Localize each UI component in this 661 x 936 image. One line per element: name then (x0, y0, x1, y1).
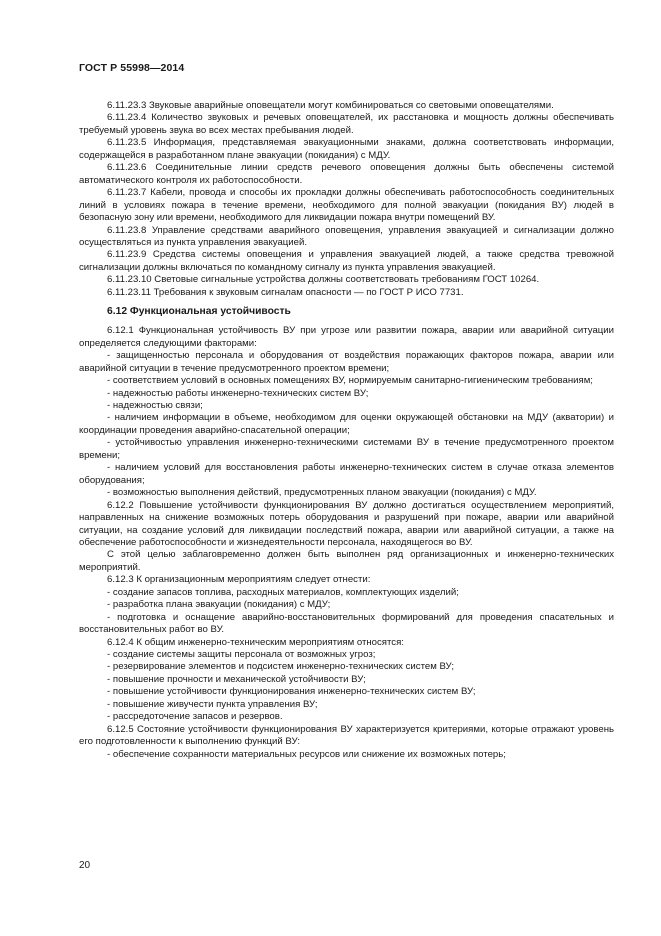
list-item: - повышение живучести пункта управления ВУ; (79, 699, 614, 711)
paragraph-6-11-23-9: 6.11.23.9 Средства системы оповещения и управления эвакуацией людей, а также средства тревожной сигнализации должны включаться по командному сигналу из пункта управления эвакуацией. (79, 249, 614, 273)
list-item: - создание системы защиты персонала от возможных угроз; (79, 649, 614, 661)
section-title: 6.12 Функциональная устойчивость (107, 306, 291, 318)
list-item: - разработка плана эвакуации (покидания) с МДУ; (79, 599, 614, 611)
list-item: - наличием информации в объеме, необходимом для оценки окружающей обстановки на МДУ (акватории) и координации проведения аварийно-спасательной операции; (79, 412, 614, 437)
paragraph-6-11-23-7: 6.11.23.7 Кабели, провода и способы их прокладки должны обеспечивать работоспособность соединительных линий в условиях пожара в течение времени, необходимого для полной эвакуации (покидания ВУ) людей в безопасную зону или времени, необходимого для ликвидации пожара внутри помещений ВУ. (79, 187, 614, 224)
list-item: - подготовка и оснащение аварийно-восстановительных формирований для проведения спасательных и восстановительных работ во ВУ. (79, 612, 614, 637)
list-item: - рассредоточение запасов и резервов. (79, 711, 614, 723)
list-item: - возможностью выполнения действий, предусмотренных планом эвакуации (покидания) с МДУ. (79, 487, 614, 499)
list-item: - повышение устойчивости функционирования инженерно-технических систем ВУ; (79, 686, 614, 698)
list-item: - надежностью работы инженерно-технических систем ВУ; (79, 388, 614, 400)
paragraph-6-12-5: 6.12.5 Состояние устойчивости функционирования ВУ характеризуется критериями, которые отражают уровень его подготовленности к выполнению функций ВУ: (79, 723, 614, 748)
list-item: - защищенностью персонала и оборудования от воздействия поражающих факторов пожара, аварии или аварийной ситуации в течение предусмотренного проектом времени; (79, 350, 614, 375)
list-item: - резервирование элементов и подсистем инженерно-технических систем ВУ; (79, 661, 614, 673)
page-body (79, 100, 614, 761)
list-item: - обеспечение сохранности материальных ресурсов или снижение их возможных потерь; (79, 749, 614, 761)
paragraph-6-11-23-10: 6.11.23.10 Световые сигнальные устройства должны соответствовать требованиям ГОСТ 10264. (107, 274, 540, 286)
paragraph-6-12-3: 6.12.3 К организационным мероприятиям следует отнести: (107, 574, 371, 586)
list-item: - создание запасов топлива, расходных материалов, комплектующих изделий; (79, 587, 614, 599)
paragraph-6-11-23-5: 6.11.23.5 Информация, представляемая эвакуационными знаками, должна соответствовать информации, содержащейся в разработанном плане эвакуации (покидания) с МДУ. (79, 137, 614, 161)
paragraph-6-11-23-8: 6.11.23.8 Управление средствами аварийного оповещения, управления эвакуацией и сигнализации должно осуществляться из пункта управления эвакуацией. (79, 224, 614, 248)
page-number: 20 (79, 860, 91, 871)
paragraph-6-11-23-3: 6.11.23.3 Звуковые аварийные оповещатели могут комбинироваться со световыми оповещателями. (107, 100, 554, 111)
paragraph-6-11-23-4: 6.11.23.4 Количество звуковых и речевых оповещателей, их расстановка и мощность должны обеспечивать требуемый уровень звука во всех местах пребывания людей. (79, 112, 614, 136)
list-item: - устойчивостью управления инженерно-техническими системами ВУ в течение предусмотренного проектом времени; (79, 437, 614, 462)
paragraph-6-11-23-11: 6.11.23.11 Требования к звуковым сигналам опасности — по ГОСТ Р ИСО 7731. (107, 286, 464, 298)
list-item: - соответствием условий в основных помещениях ВУ, нормируемым санитарно-гигиеническим требованиям; (79, 375, 614, 387)
list-item: - наличием условий для восстановления работы инженерно-технических систем в случае отказа элементов оборудования; (79, 462, 614, 487)
paragraph-6-11-23-6: 6.11.23.6 Соединительные линии средств речевого оповещения должны быть обеспечены системой автоматического контроля их работоспособности. (79, 162, 614, 186)
list-item: - надежностью связи; (79, 400, 614, 412)
paragraph-purpose: С этой целью заблаговременно должен быть выполнен ряд организационных и инженерно-технических мероприятий. (79, 549, 614, 573)
list-item: - повышение прочности и механической устойчивости ВУ; (79, 674, 614, 686)
paragraph-6-12-1: 6.12.1 Функциональная устойчивость ВУ при угрозе или развитии пожара, аварии или аварийной ситуации определяется следующими факторами: (79, 325, 614, 349)
document-header: ГОСТ Р 55998—2014 (79, 62, 185, 74)
paragraph-6-12-4: 6.12.4 К общим инженерно-техническим мероприятиям относятся: (107, 636, 404, 648)
paragraph-6-12-2: 6.12.2 Повышение устойчивости функционирования ВУ должно достигаться осуществлением мероприятий, направленных на снижение возможных потерь оборудования и разрушений при пожаре, аварии или аварийной ситуации, на создание условий для ликвидации последствий пожара, аварии или аварийной ситуации, а также на обеспечение работоспособности и жизнедеятельности персонала, находящегося во ВУ. (79, 499, 614, 548)
